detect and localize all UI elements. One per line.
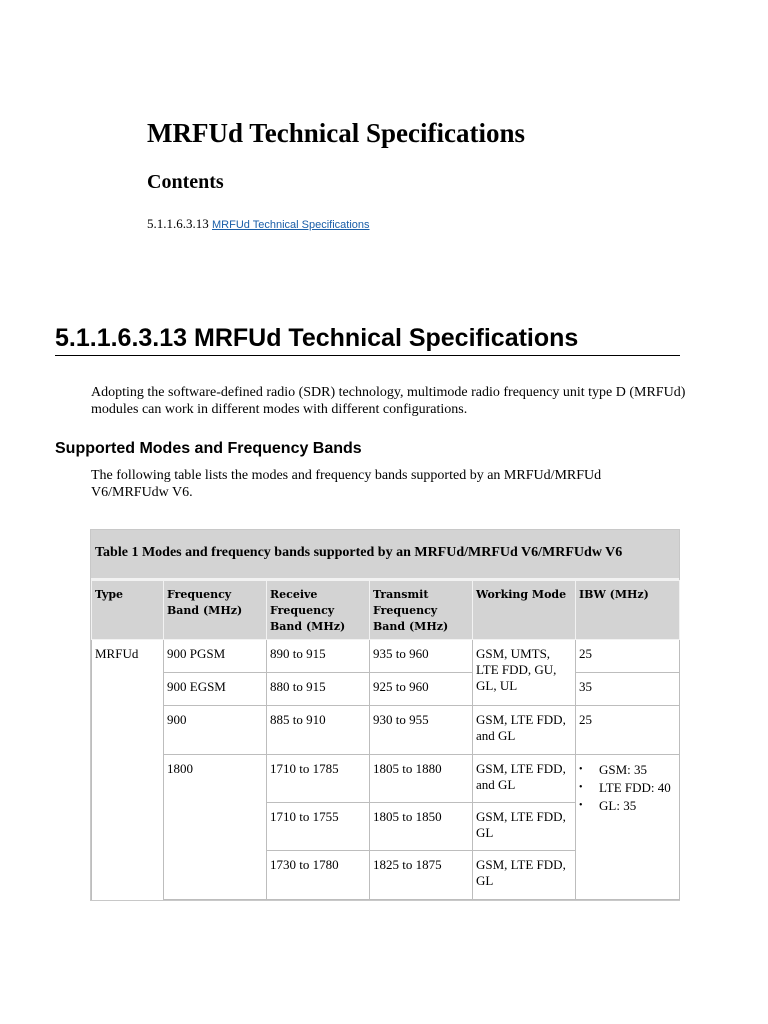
subsection-intro: The following table lists the modes and frequency bands supported by an MRFUd/MRFUd V6/MRFUdw V6. [91,468,602,500]
subsection-heading: Supported Modes and Frequency Bands [55,440,362,457]
cell-rx: 1710 to 1785 [267,755,370,803]
cell-tx: 1825 to 1875 [370,851,473,900]
list-item: • GL: 35 [599,797,676,815]
cell-ibw-list [576,755,680,900]
toc-entry-link[interactable]: MRFUd Technical Specifications [212,219,370,231]
header-ibw: IBW (MHz) [576,581,680,640]
list-item: • GSM: 35 [599,761,676,779]
table-header-row [92,581,680,640]
cell-ibw: 25 [576,706,680,755]
list-item: • LTE FDD: 40 [599,779,676,797]
cell-band: 1800 [164,755,267,900]
document-title: MRFUd Technical Specifications [147,118,526,148]
cell-mode: GSM, LTE FDD, and GL [473,755,576,803]
header-receive-band: Receive Frequency Band (MHz) [267,581,370,640]
header-working-mode: Working Mode [473,581,576,640]
table-row [92,673,680,706]
cell-tx: 925 to 960 [370,673,473,706]
table-row [92,755,680,803]
cell-mode: GSM, LTE FDD, GL [473,803,576,851]
cell-rx: 1730 to 1780 [267,851,370,900]
section-intro: Adopting the software-defined radio (SDR) technology, multimode radio frequency unit type D (MRFUd) modules can work in different modes with different configurations. [91,385,686,417]
cell-rx: 890 to 915 [267,640,370,673]
cell-rx: 1710 to 1755 [267,803,370,851]
cell-mode: GSM, LTE FDD, GL [473,851,576,900]
cell-band: 900 PGSM [164,640,267,673]
cell-mode: GSM, UMTS, LTE FDD, GU, GL, UL [473,640,576,706]
cell-tx: 935 to 960 [370,640,473,673]
contents-heading: Contents [147,171,224,193]
specs-table [91,580,680,900]
ibw-list [579,761,676,815]
header-frequency-band: Frequency Band (MHz) [164,581,267,640]
cell-rx: 885 to 910 [267,706,370,755]
cell-mode: GSM, LTE FDD, and GL [473,706,576,755]
cell-tx: 930 to 955 [370,706,473,755]
table-row [92,640,680,673]
specs-table-container [90,529,680,901]
cell-tx: 1805 to 1880 [370,755,473,803]
toc-entry [147,216,370,232]
table-caption: Table 1 Modes and frequency bands supported by an MRFUd/MRFUd V6/MRFUdw V6 [91,530,679,580]
table-row [92,706,680,755]
cell-ibw: 25 [576,640,680,673]
cell-ibw: 35 [576,673,680,706]
section-heading: 5.1.1.6.3.13 MRFUd Technical Specifications [55,324,680,356]
cell-tx: 1805 to 1850 [370,803,473,851]
cell-rx: 880 to 915 [267,673,370,706]
header-type: Type [92,581,164,640]
header-transmit-band: Transmit Frequency Band (MHz) [370,581,473,640]
toc-entry-number: 5.1.1.6.3.13 [147,216,209,231]
cell-band: 900 [164,706,267,755]
cell-type: MRFUd [92,640,164,900]
cell-band: 900 EGSM [164,673,267,706]
